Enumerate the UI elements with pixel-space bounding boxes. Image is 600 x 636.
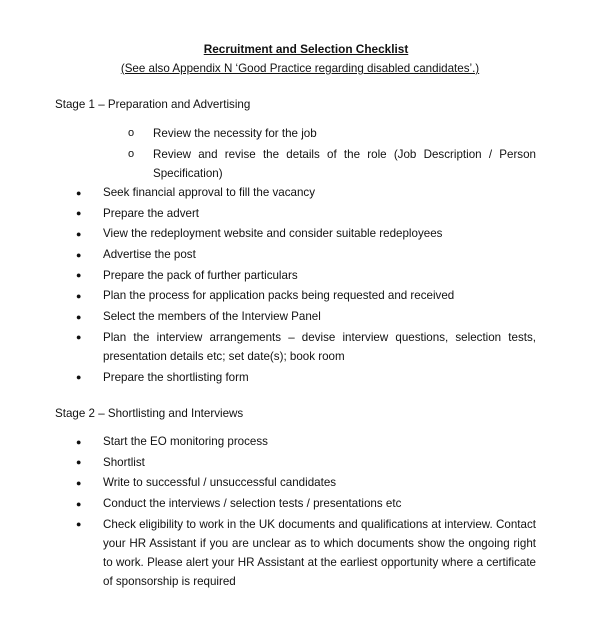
list-item-text: Select the members of the Interview Panel <box>103 310 321 324</box>
list-item-text: Shortlist <box>103 455 145 469</box>
sub-list-item-text: Review and revise the details of the role (Job Description / Person Specification) <box>153 147 536 180</box>
bullet-icon: ● <box>76 457 82 468</box>
list-item <box>76 368 536 387</box>
bullet-icon: ● <box>76 372 82 382</box>
bullet-icon: ● <box>76 436 82 447</box>
list-item <box>76 245 536 264</box>
stage-2-heading: Stage 2 – Shortlisting and Interviews <box>55 407 244 420</box>
bullet-icon: ● <box>76 290 82 301</box>
bullet-icon: ● <box>76 187 82 198</box>
list-item <box>76 432 536 451</box>
document-title: Recruitment and Selection Checklist <box>203 42 409 56</box>
bullet-icon: ● <box>76 270 82 281</box>
sub-list-item <box>128 124 536 143</box>
list-item-text: Plan the process for application packs being requested and received <box>103 289 455 303</box>
list-item-text: Seek financial approval to fill the vacancy <box>103 186 316 199</box>
list-item-text: Write to successful / unsuccessful candidates <box>103 476 337 490</box>
list-item <box>76 473 536 492</box>
bullet-icon: ● <box>76 228 82 239</box>
list-item <box>76 204 536 223</box>
list-item-text: Prepare the shortlisting form <box>103 370 249 384</box>
document-subtitle: (See also Appendix N ‘Good Practice regarding disabled candidates’.) <box>120 62 480 75</box>
list-item <box>76 286 536 305</box>
stage-1-heading: Stage 1 – Preparation and Advertising <box>55 98 251 111</box>
list-item <box>76 494 536 513</box>
list-item <box>76 183 536 202</box>
bullet-icon: ● <box>76 519 82 530</box>
sub-list-item <box>128 145 536 183</box>
list-item-text: Advertise the post <box>103 248 196 262</box>
list-item-text: Conduct the interviews / selection tests / presentations etc <box>103 497 402 511</box>
stage-1-sub-list <box>128 124 536 184</box>
list-item <box>76 307 536 326</box>
bullet-icon: ● <box>76 498 82 509</box>
bullet-icon: ● <box>76 311 82 322</box>
list-item-text: Plan the interview arrangements – devise interview questions, selection tests, presentation details etc; set date(s); book room <box>103 330 536 363</box>
stage-1-list <box>76 183 536 388</box>
list-item-text: Check eligibility to work in the UK documents and qualifications at interview. Contact your HR Assistant if you are unclear as to which documents show the ongoing right to work. Please alert your HR Assistant at the earliest opportunity where a certificate of sponsorship is required <box>103 517 536 588</box>
list-item-text: Prepare the pack of further particulars <box>103 268 298 282</box>
list-item <box>76 266 536 285</box>
bullet-icon: ● <box>76 208 82 219</box>
bullet-icon: ● <box>76 477 82 488</box>
list-item-text: Start the EO monitoring process <box>103 435 268 448</box>
circle-bullet-icon: o <box>128 147 135 160</box>
circle-bullet-icon: o <box>128 127 135 139</box>
list-item <box>76 453 536 472</box>
stage-2-list <box>76 432 536 592</box>
list-item-text: Prepare the advert <box>103 206 200 220</box>
sub-list-item-text: Review the necessity for the job <box>153 127 317 140</box>
bullet-icon: ● <box>76 332 82 343</box>
list-item <box>76 328 536 366</box>
list-item <box>76 224 536 243</box>
bullet-icon: ● <box>76 249 82 260</box>
list-item-text: View the redeployment website and consider suitable redeployees <box>103 227 443 241</box>
list-item <box>76 515 536 591</box>
